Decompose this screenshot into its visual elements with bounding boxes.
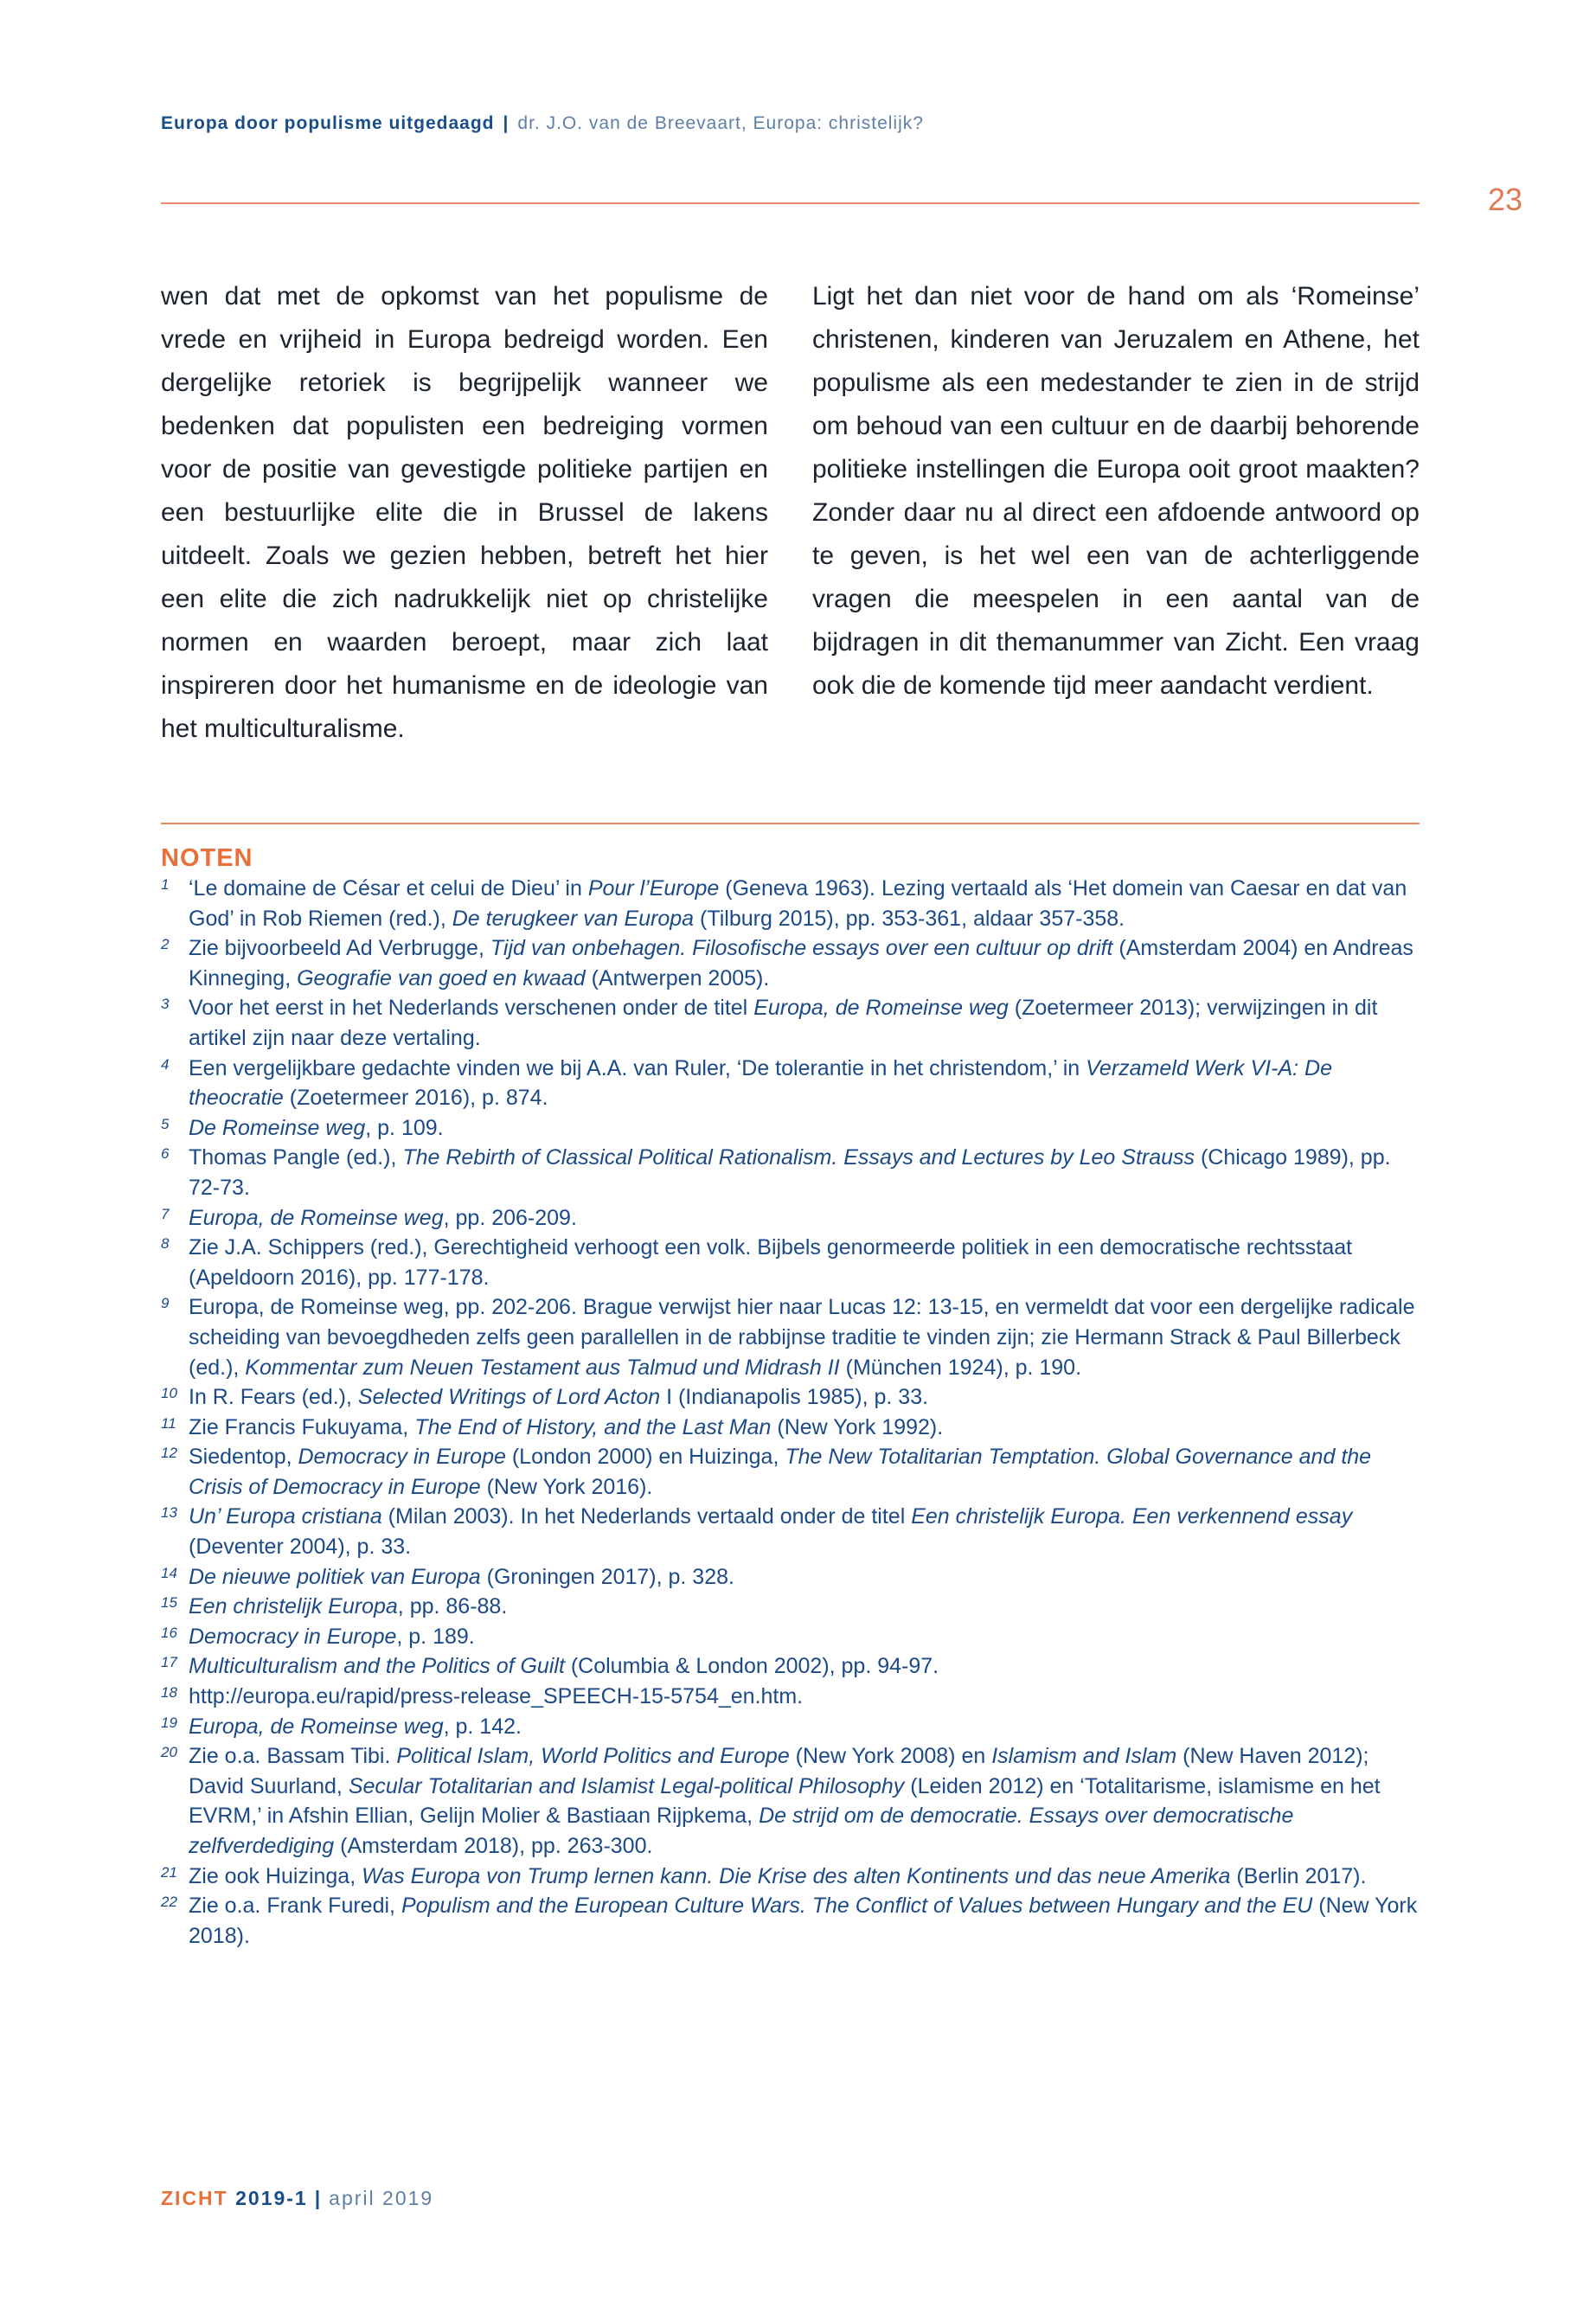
footnote-title: Was Europa von Trump lernen kann. Die Krise des alten Kontinents und das neue Amerika [362,1863,1231,1888]
footnote-text: Zie bijvoorbeeld Ad Verbrugge, [189,936,490,961]
journal-section-title: Europa door populisme uitgedaagd [161,113,495,133]
footnote-number: 18 [161,1684,177,1702]
footnote-title: De nieuwe politiek van Europa [189,1564,481,1589]
footer-separator: | [314,2187,323,2209]
footnotes-list [161,874,1420,1951]
footer-date: april 2019 [329,2187,434,2209]
footnote-title: Democracy in Europe [189,1624,397,1649]
body-paragraph-right: Ligt het dan niet voor de hand om als ‘Romeinse’ christenen, kinderen van Jeruzalem en Athene, het populisme als een medestander te zien in de strijd om behoud van een cultuur en de daarbij behorende politieke instellingen die Europa ooit groot maakten? Zonder daar nu al direct een afdoende antwoord op te geven, is het wel een van de achterliggende vragen die meespelen in een aantal van de bijdragen in dit themanummer van Zicht. Een vraag ook die de komende tijd meer aandacht verdient. [812,282,1420,700]
footnote-text: Zie J.A. Schippers (red.), Gerechtigheid verhoogt een volk. Bijbels genormeerde politiek in een democratische rechtsstaat (Apeldoorn 2016), pp. 177-178. [189,1235,1353,1290]
footnote-text: (Milan 2003). In het Nederlands vertaald onder de titel [381,1504,912,1529]
footnote [161,1382,1420,1413]
footnote-title: Multiculturalism and the Politics of Guilt [189,1654,565,1679]
footnote-number: 14 [161,1564,177,1581]
footnote-title: The End of History, and the Last Man [414,1414,772,1439]
footnote-text: (New York 2018). [189,1894,1418,1948]
footnote-number: 2 [161,936,170,953]
footnote [161,1502,1420,1561]
footnote-text: Voor het eerst in het Nederlands verschenen onder de titel [189,996,754,1021]
footnote-title: Democracy in Europe [298,1445,506,1470]
footer-issue: 2019-1 [235,2187,308,2209]
footnote-title: Selected Writings of Lord Acton [357,1385,661,1410]
footnote-text: (Chicago 1989), pp. 72-73. [189,1145,1391,1200]
footnote-text: (Amsterdam 2018), pp. 263-300. [334,1834,653,1858]
footnote-text: , p. 189. [396,1624,475,1649]
header-separator: | [503,113,510,133]
footnote-title: Europa, de Romeinse weg [189,1714,444,1739]
notes-divider [161,823,1420,824]
footnote-text: Europa, de Romeinse weg, pp. 202-206. Brague verwijst hier naar Lucas 12: 13-15, en vermeldt dat voor een dergelijke radicale scheiding van bevoegdheden zelfs geen parallellen in de rabbijnse traditie te vinden zijn; zie Hermann Strack & Paul Billerbeck (ed.), [189,1295,1415,1380]
footnote-number: 6 [161,1145,170,1163]
footnote-text: (Antwerpen 2005). [585,965,770,990]
footnote-text: (Tilburg 2015), pp. 353-361, aldaar 357-358. [694,906,1125,931]
footnote-title: The Rebirth of Classical Political Rationalism. Essays and Lectures by Leo Strauss [402,1145,1195,1170]
footnote-number: 10 [161,1385,177,1402]
body-paragraph-left: wen dat met de opkomst van het populisme de vrede en vrijheid in Europa bedreigd worden. Een dergelijke retoriek is begrijpelijk wanneer we bedenken dat populisten een bedreiging vormen voor de positie van gevestigde politieke partijen en een bestuurlijke elite die in Brussel de lakens uitdeelt. Zoals we gezien hebben, betreft het hier een elite die zich nadrukkelijk niet op christelijke normen en waarden beroept, maar zich laat inspireren door het humanisme en de ideologie van het multiculturalisme. [161,282,768,743]
footnote-number: 3 [161,996,170,1013]
footnote-title: Geografie van goed en kwaad [297,965,586,990]
footnote-title: Kommentar zum Neuen Testament aus Talmud und Midrash II [245,1355,840,1380]
footnote-text: Zie Francis Fukuyama, [189,1414,415,1439]
footnote-text: http://europa.eu/rapid/press-release_SPEECH-15-5754_en.htm. [189,1684,804,1709]
footnote-title: Islamism and Islam [991,1744,1177,1769]
footnote-text: , p. 142. [443,1714,522,1739]
footnote [161,1203,1420,1234]
footnote-text: Thomas Pangle (ed.), [189,1145,403,1170]
article-author-title: dr. J.O. van de Breevaart, Europa: christelijk? [517,113,924,133]
footnote-number: 21 [161,1863,177,1881]
footnote [161,1622,1420,1652]
footnote-text: (Groningen 2017), p. 328. [480,1564,734,1589]
footnote-number: 13 [161,1504,177,1522]
footnote-text: (London 2000) en Huizinga, [505,1445,785,1470]
body-column-left [161,275,768,751]
footnote-title: Pour l’Europe [587,876,720,901]
footnote-text: (Zoetermeer 2013); verwijzingen in dit artikel zijn naar deze vertaling. [189,996,1378,1050]
footnote-text: Zie o.a. Frank Furedi, [189,1894,401,1919]
footnote-number: 15 [161,1594,177,1612]
footnote-number: 17 [161,1654,177,1671]
footnote-text: (New York 2008) en [789,1744,992,1769]
footnote-text: , pp. 206-209. [443,1205,577,1230]
footnote [161,874,1420,933]
footnote-number: 7 [161,1205,170,1222]
footnote-text: (Amsterdam 2004) en Andreas Kinneging, [189,936,1413,990]
running-header [161,113,924,134]
footnote [161,1292,1420,1382]
footnote-text: (München 1924), p. 190. [839,1355,1082,1380]
footnote-title: Populism and the European Culture Wars. The Conflict of Values between Hungary and the EU [401,1894,1313,1919]
notes-heading: NOTEN [161,844,253,872]
footnote [161,1113,1420,1144]
footnote-text: In R. Fears (ed.), [189,1385,358,1410]
footnote-number: 11 [161,1414,176,1432]
footnote-text: (New York 1992). [771,1414,944,1439]
footnote-title: Een christelijk Europa [189,1594,398,1619]
footnote-text: (Zoetermeer 2016), p. 874. [283,1086,548,1111]
footnote-text: Siedentop, [189,1445,298,1470]
footnote [161,1143,1420,1202]
footnote [161,993,1420,1053]
footnote-text: (Deventer 2004), p. 33. [189,1535,412,1560]
footnote [161,1233,1420,1292]
footnote [161,933,1420,993]
footnote-title: Europa, de Romeinse weg [189,1205,444,1230]
footnote-number: 22 [161,1894,177,1911]
footnote-title: Un’ Europa cristiana [189,1504,382,1529]
footnote-number: 16 [161,1624,177,1641]
footnote-title: Een christelijk Europa. Een verkennend essay [911,1504,1353,1529]
footnote-text: I (Indianapolis 1985), p. 33. [660,1385,929,1410]
footnote-number: 20 [161,1744,177,1761]
footnote-title: Secular Totalitarian and Islamist Legal-political Philosophy [348,1773,905,1798]
footnote [161,1741,1420,1861]
footnote-text: , pp. 86-88. [397,1594,508,1619]
page-footer [161,2187,433,2210]
footnote-number: 4 [161,1055,170,1073]
footnote-text: (Geneva 1963). Lezing vertaald als ‘Het domein van Caesar en dat van God’ in Rob Riemen (red.), [189,876,1407,931]
footnote-text: Zie o.a. Bassam Tibi. [189,1744,397,1769]
footnote-text: (New Haven 2012); David Suurland, [189,1744,1369,1798]
footnote-number: 19 [161,1714,177,1731]
footnote-title: Europa, de Romeinse weg [753,996,1009,1021]
footnote [161,1054,1420,1113]
footnote [161,1682,1420,1712]
footnote [161,1413,1420,1443]
footnote-title: Verzameld Werk VI-A: De theocratie [189,1055,1332,1111]
footnote-text: (Columbia & London 2002), pp. 94-97. [564,1654,939,1679]
footnote-text: (Leiden 2012) en ‘Totalitarisme, islamisme en het EVRM,’ in Afshin Ellian, Gelijn Molier & Bastiaan Rijpkema, [189,1773,1381,1829]
footnote [161,1891,1420,1951]
footnote-text: ‘Le domaine de César et celui de Dieu’ in [189,876,588,901]
footnote-number: 9 [161,1295,170,1312]
footnote-title: Tijd van onbehagen. Filosofische essays over een cultuur op drift [490,936,1113,961]
footnote-number: 1 [161,876,170,893]
footnote-title: De strijd om de democratie. Essays over democratische zelfverdediging [189,1804,1294,1858]
footnote [161,1651,1420,1682]
footnote [161,1592,1420,1622]
footnote [161,1712,1420,1742]
footnote-text: (New York 2016). [480,1474,653,1499]
footnote-title: The New Totalitarian Temptation. Global Governance and the Crisis of Democracy in Europe [189,1445,1372,1499]
footnote-title: De terugkeer van Europa [452,906,695,931]
footnote-text: (Berlin 2017). [1230,1863,1367,1888]
footnote [161,1442,1420,1502]
page-number: 23 [1488,182,1523,217]
footnote [161,1862,1420,1892]
footnote-text: Een vergelijkbare gedachte vinden we bij A.A. van Ruler, ‘De tolerantie in het christendom,’ in [189,1055,1086,1080]
footnote-title: De Romeinse weg [189,1115,366,1140]
footnote-number: 8 [161,1235,170,1253]
footnote-title: Political Islam, World Politics and Europe [396,1744,790,1769]
footnote-text: , p. 109. [365,1115,444,1140]
footnote [161,1562,1420,1593]
footnote-text: Zie ook Huizinga, [189,1863,362,1888]
footnote-number: 5 [161,1115,170,1132]
header-divider [161,202,1420,204]
footer-brand: ZICHT [161,2187,228,2209]
footnote-number: 12 [161,1445,177,1462]
body-column-right [812,275,1420,708]
